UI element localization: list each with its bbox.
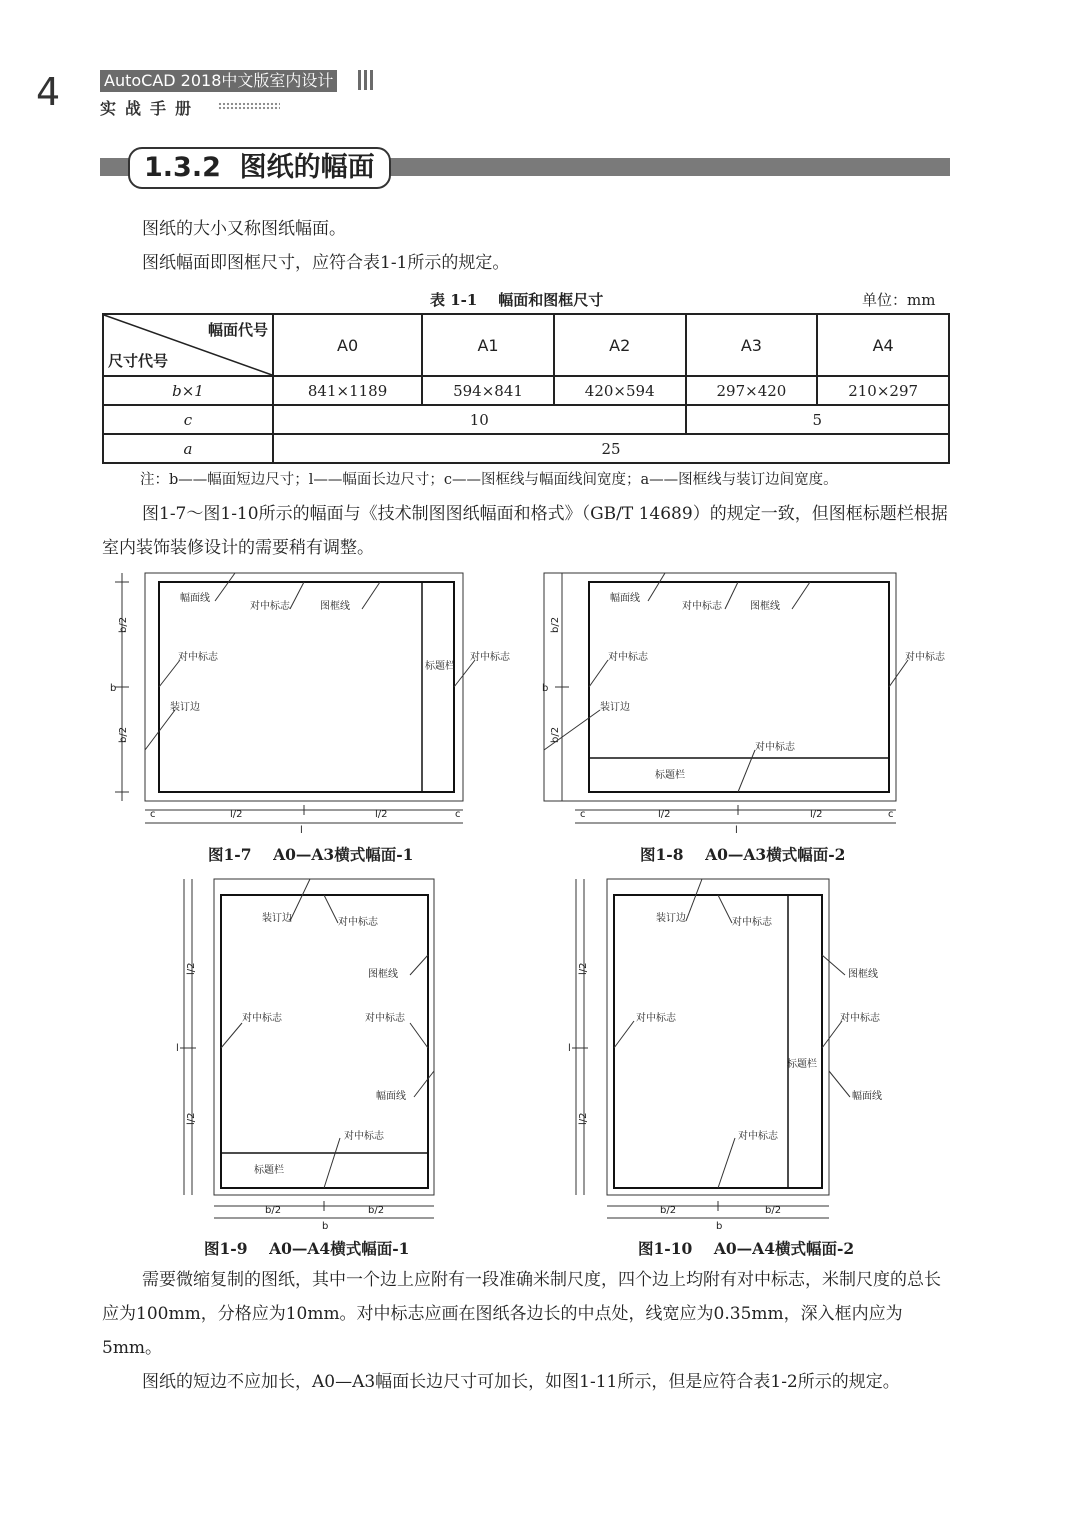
row-label: a — [103, 434, 273, 463]
label-zhuangding: 装订边 — [600, 702, 630, 713]
dim-l2: l/2 — [186, 962, 197, 975]
table-cell: 420×594 — [554, 376, 686, 405]
table-caption: 表 1-1 幅面和图框尺寸 — [430, 291, 604, 309]
book-title: AutoCAD 2018中文版室内设计 — [100, 70, 337, 92]
intro-line-1: 图纸的大小又称图纸幅面。 — [142, 219, 346, 239]
label-biaoti: 标题栏 — [254, 1165, 284, 1176]
para-2 — [102, 497, 952, 565]
corner-cell — [103, 314, 273, 376]
label-duizhong: 对中标志 — [636, 1013, 676, 1024]
dim-l2: l/2 — [810, 809, 823, 820]
label-fumian: 幅面线 — [180, 593, 210, 604]
para-2-text: 图1-7～图1-10所示的幅面与《技术制图图纸幅面和格式》（GB/T 14689）的规定一致，但图框标题栏根据室内装饰装修设计的需要稍有调整。 — [102, 504, 948, 558]
page-number: 4 — [36, 70, 61, 114]
table-row — [103, 376, 949, 405]
dim-l2: l/2 — [186, 1112, 197, 1125]
label-duizhong: 对中标志 — [178, 652, 218, 663]
label-fumian: 幅面线 — [610, 593, 640, 604]
dim-b: b — [716, 1221, 723, 1232]
label-tukuang: 图框线 — [848, 969, 878, 980]
figure-1-7-caption: 图1-7 A0—A3横式幅面-1 — [208, 845, 414, 864]
label-tukuang: 图框线 — [320, 601, 350, 612]
figure-1-9 — [170, 875, 450, 1235]
label-tukuang: 图框线 — [368, 969, 398, 980]
figure-1-10-caption: 图1-10 A0—A4横式幅面-2 — [638, 1239, 855, 1258]
table-note: 注：b——幅面短边尺寸；l——幅面长边尺寸；c——图框线与幅面线间宽度；a——图框线与装订边间宽度。 — [140, 472, 838, 488]
header-bars — [358, 70, 376, 94]
table-row — [103, 405, 949, 434]
label-duizhong: 对中标志 — [682, 601, 722, 612]
size-table — [102, 313, 950, 464]
intro-text — [102, 212, 952, 280]
table-unit: 单位：mm — [862, 291, 936, 309]
table-header-row — [103, 314, 949, 376]
figure-1-8-caption: 图1-8 A0—A3横式幅面-2 — [640, 845, 846, 864]
dim-b2: b/2 — [550, 616, 561, 633]
label-duizhong: 对中标志 — [365, 1013, 405, 1024]
dim-c: c — [580, 809, 586, 820]
table-cell: 841×1189 — [273, 376, 422, 405]
dim-b2: b/2 — [118, 616, 129, 633]
dim-c: c — [455, 809, 461, 820]
col-header: A0 — [273, 314, 422, 376]
para-3-line-1: 需要微缩复制的图纸，其中一个边上应附有一段准确米制尺度，四个边上均附有对中标志，米制尺度的总长应为100mm，分格应为10mm。对中标志应画在图纸各边长的中点处，线宽应为0.35mm，深入框内应为5mm。 — [102, 1270, 941, 1358]
label-duizhong: 对中标志 — [738, 1131, 778, 1142]
figure-1-7 — [100, 565, 510, 840]
label-duizhong: 对中标志 — [755, 742, 795, 753]
intro-line-2: 图纸幅面即图框尺寸，应符合表1-1所示的规定。 — [142, 253, 510, 273]
dim-l2: l/2 — [375, 809, 388, 820]
dim-l: l — [176, 1043, 179, 1054]
label-biaoti: 标题栏 — [787, 1059, 817, 1070]
dim-l2: l/2 — [230, 809, 243, 820]
figure-1-9-caption: 图1-9 A0—A4横式幅面-1 — [204, 1239, 410, 1258]
row-label: c — [103, 405, 273, 434]
dim-b: b — [110, 683, 117, 694]
label-biaoti: 标题栏 — [655, 770, 685, 781]
label-duizhong: 对中标志 — [242, 1013, 282, 1024]
label-tukuang: 图框线 — [750, 601, 780, 612]
dim-l: l — [568, 1043, 571, 1054]
dim-b2: b/2 — [660, 1205, 677, 1216]
label-duizhong: 对中标志 — [840, 1013, 880, 1024]
dim-c: c — [150, 809, 156, 820]
book-subtitle: 实战手册 — [100, 99, 201, 118]
dim-b2: b/2 — [765, 1205, 782, 1216]
dim-l2: l/2 — [578, 1112, 589, 1125]
table-row — [103, 434, 949, 463]
row-label: b×1 — [103, 376, 273, 405]
label-zhuangding: 装订边 — [262, 913, 292, 924]
corner-bottom-label: 尺寸代号 — [108, 352, 169, 370]
col-header: A3 — [686, 314, 818, 376]
figure-1-10 — [560, 875, 890, 1235]
section-title: 1.3.2 图纸的幅面 — [128, 147, 391, 189]
table-cell: 594×841 — [422, 376, 554, 405]
dim-l2: l/2 — [578, 962, 589, 975]
label-duizhong: 对中标志 — [344, 1131, 384, 1142]
header-dots — [218, 102, 280, 110]
label-duizhong: 对中标志 — [732, 917, 772, 928]
label-duizhong: 对中标志 — [250, 601, 290, 612]
table-cell: 5 — [686, 405, 949, 434]
label-zhuangding: 装订边 — [656, 913, 686, 924]
label-duizhong: 对中标志 — [905, 652, 945, 663]
label-fumian: 幅面线 — [852, 1091, 882, 1102]
label-biaoti: 标题栏 — [425, 661, 455, 672]
dim-b: b — [542, 683, 549, 694]
label-duizhong: 对中标志 — [338, 917, 378, 928]
label-zhuangding: 装订边 — [170, 702, 200, 713]
dim-b2: b/2 — [368, 1205, 385, 1216]
table-cell: 10 — [273, 405, 686, 434]
dim-b: b — [322, 1221, 329, 1232]
dim-l: l — [300, 825, 303, 836]
table-cell: 210×297 — [817, 376, 949, 405]
label-duizhong: 对中标志 — [470, 652, 510, 663]
dim-l2: l/2 — [658, 809, 671, 820]
dim-b2: b/2 — [550, 726, 561, 743]
corner-top-label: 幅面代号 — [207, 321, 268, 339]
col-header: A2 — [554, 314, 686, 376]
figure-1-8 — [530, 565, 950, 840]
dim-l: l — [735, 825, 738, 836]
para-3-line-2: 图纸的短边不应加长，A0—A3幅面长边尺寸可加长，如图1-11所示，但是应符合表1-2所示的规定。 — [142, 1372, 900, 1392]
dim-b2: b/2 — [118, 726, 129, 743]
table-cell: 297×420 — [686, 376, 818, 405]
col-header: A4 — [817, 314, 949, 376]
col-header: A1 — [422, 314, 554, 376]
dim-c: c — [888, 809, 894, 820]
dim-b2: b/2 — [265, 1205, 282, 1216]
table-cell: 25 — [273, 434, 949, 463]
label-fumian: 幅面线 — [376, 1091, 406, 1102]
label-duizhong: 对中标志 — [608, 652, 648, 663]
para-3 — [102, 1263, 952, 1399]
